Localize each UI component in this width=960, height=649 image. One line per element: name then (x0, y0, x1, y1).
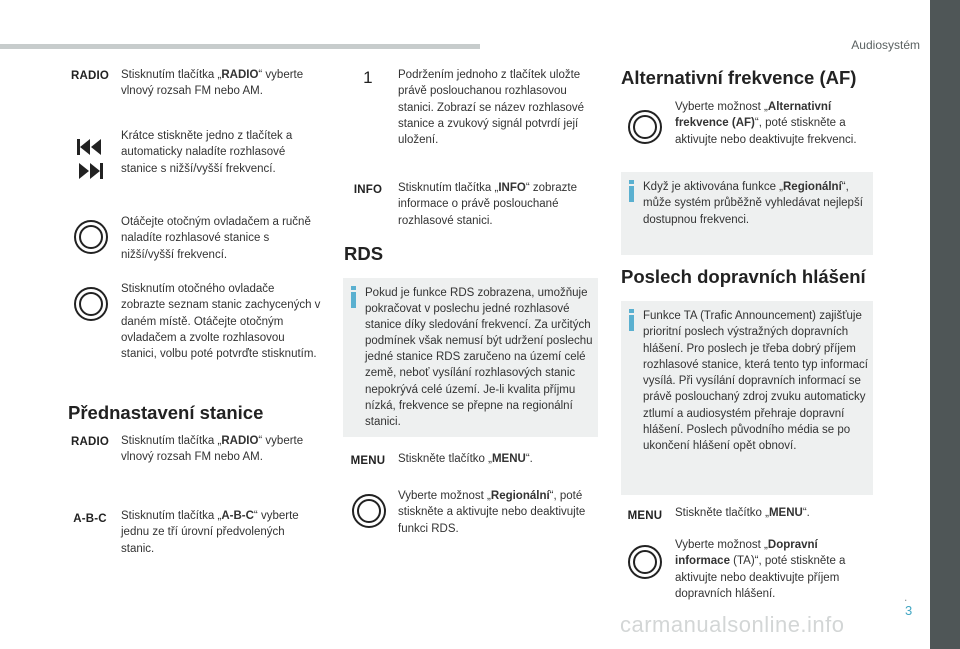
header-rule (0, 44, 480, 49)
regional-description: Vyberte možnost „Regionální“, poté stiskněte a aktivujte nebo deaktivujte funkci RDS. (398, 490, 586, 535)
presets-heading: Přednastavení stanice (68, 402, 264, 423)
abc-description: Stisknutím tlačítka „A-B-C“ vyberte jednu ze tří úrovní předvolených stanic. (121, 510, 299, 555)
info-button-label: INFO (353, 184, 383, 196)
info-description: Stisknutím tlačítka „INFO“ zobrazte informace o právě poslouchané rozhlasové stanici. (398, 182, 577, 227)
radio-description: Stisknutím tlačítka „RADIO“ vyberte vlnový rozsah FM nebo AM. (121, 69, 304, 98)
traffic-note-box (621, 301, 873, 495)
preset-save-description: Podržením jednoho z tlačítek uložte právě poslouchanou rozhlasovou stanici. Zobrazí se název rozhlasové stanice a zvukový signál potvrdí její uložení. (398, 69, 585, 147)
info-icon (629, 180, 634, 202)
radio-description-2: Stisknutím tlačítka „RADIO“ vyberte vlnový rozsah FM nebo AM. (121, 435, 304, 464)
radio-button-label: RADIO (70, 70, 110, 82)
page-number: 3 (905, 603, 913, 618)
rds-heading: RDS (344, 243, 384, 264)
menu-description: Stiskněte tlačítko „MENU“. (398, 453, 533, 465)
menu-button-label: MENU (350, 455, 386, 467)
rotary-knob-icon (74, 220, 108, 254)
rds-note-text: Pokud je funkce RDS zobrazena, umožňuje pokračovat v poslechu jedné rozhlasové stanice díky sledování frekvencí. Za určitých podmínek však nemusí být udržení poslechu jedné stanice RDS zaručeno na území celé země, neboť vysílání rozhlasových stanic nepokrývá celé území. Je-li kvalita příjmu nízká, frekvence se přepne na regionální stanici. (365, 287, 593, 428)
radio-button-label-2: RADIO (70, 436, 110, 448)
watermark: carmanualsonline.info (620, 612, 845, 637)
side-tab (930, 0, 960, 649)
seek-back-icon (77, 138, 103, 156)
af-description: Vyberte možnost „Alternativní frekvence (AF)“, poté stiskněte a aktivujte nebo deaktivujte frekvenci. (675, 101, 857, 146)
knob-press-description: Stisknutím otočného ovladače zobrazte seznam stanic zachycených v daném místě. Otáčejte otočným ovladačem a zvolte rozhlasovou stanici, volbu poté potvrďte stisknutím. (121, 283, 321, 361)
rotary-knob-regional-icon (352, 494, 386, 528)
af-note-text: Když je aktivována funkce „Regionální“, může systém průběžně vyhledávat nejlepší dostupnou frekvenci. (643, 181, 863, 226)
af-heading: Alternativní frekvence (AF) (621, 67, 857, 88)
af-note-box (621, 172, 873, 255)
seek-forward-icon (77, 162, 103, 180)
page-marker: . (904, 590, 908, 604)
abc-button-label: A-B-C (73, 513, 107, 525)
traffic-note-text: Funkce TA (Trafic Announcement) zajišťuje prioritní poslech výstražných dopravních hlášení. Pro poslech je třeba dobrý příjem rozhlasové stanice, která tento typ informací vysílá. Při vysílání dopravních informací se právě poslouchaný zdroj zvuku automaticky ztlumí a audiosystém přehraje dopravní hlášení. Poslech původního média se po ukončení hlášení opět obnoví. (643, 310, 868, 453)
knob-description: Otáčejte otočným ovladačem a ručně naladíte rozhlasové stanice s nižší/vyšší frekvencí. (121, 216, 311, 261)
preset-one-label: 1 (363, 68, 373, 87)
traffic-heading: Poslech dopravních hlášení (621, 266, 866, 287)
info-icon (629, 309, 634, 331)
rotary-knob-traffic-icon (628, 545, 662, 579)
rds-note-box (343, 278, 598, 437)
rotary-knob-press-icon (74, 287, 108, 321)
traffic-description: Vyberte možnost „Dopravní informace (TA)“, poté stiskněte a aktivujte nebo deaktivujte příjem dopravních hlášení. (675, 539, 846, 600)
section-title: Audiosystém (851, 38, 920, 52)
menu-description-2: Stiskněte tlačítko „MENU“. (675, 507, 810, 519)
info-icon (351, 286, 356, 308)
menu-button-label-2: MENU (627, 510, 663, 522)
rotary-knob-af-icon (628, 110, 662, 144)
seek-description: Krátce stiskněte jedno z tlačítek a automaticky naladíte rozhlasové stanice s nižší/vyšší frekvencí. (121, 130, 293, 175)
